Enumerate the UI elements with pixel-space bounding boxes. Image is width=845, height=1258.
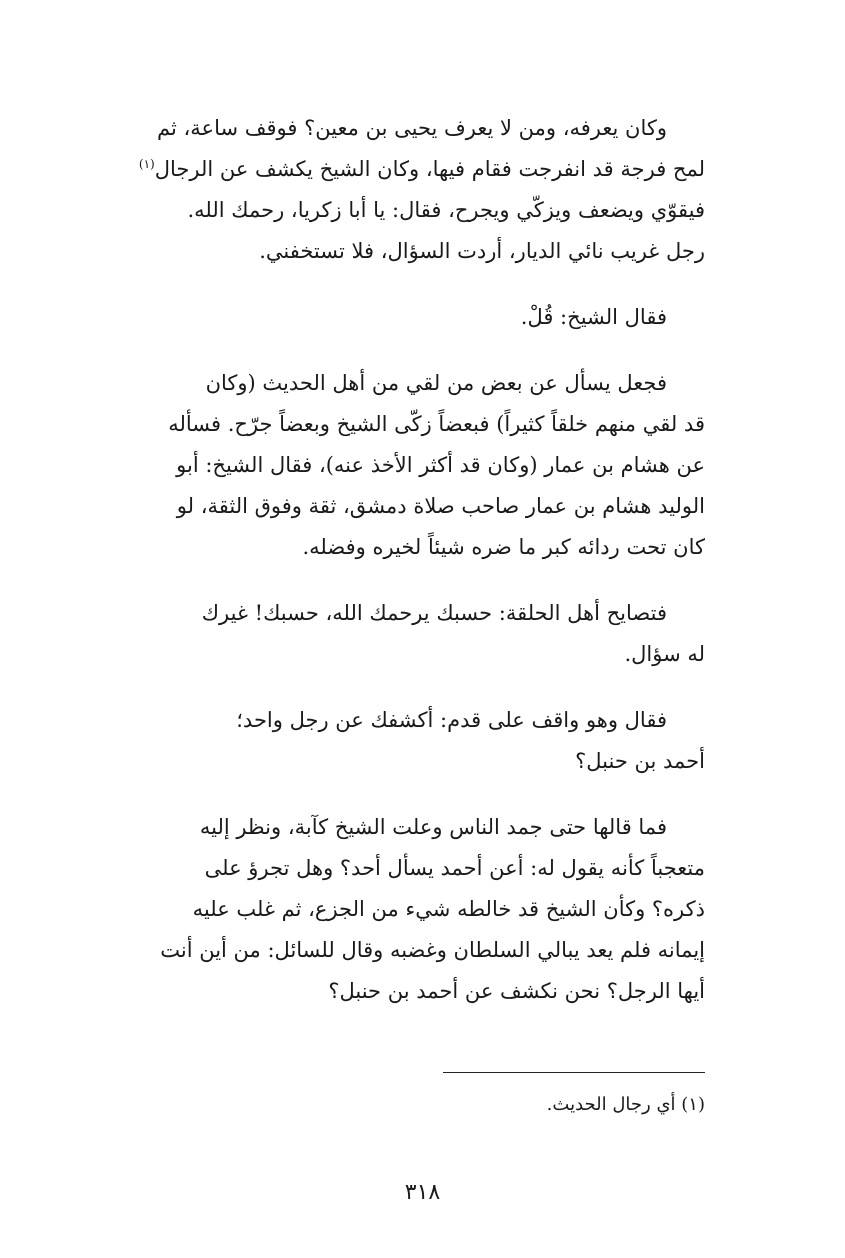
text-line — [140, 149, 705, 190]
text-line: متعجباً كأنه يقول له: أعن أحمد يسأل أحد؟ وهل تجرؤ على — [204, 856, 705, 880]
footnote-divider — [443, 1072, 705, 1073]
text-line: عن هشام بن عمار (وكان قد أكثر الأخذ عنه)، فقال الشيخ: أبو — [176, 453, 705, 477]
text-line-content: لمح فرجة قد انفرجت فقام فيها، وكان الشيخ يكشف عن الرجال — [154, 157, 705, 181]
text-line: فقال وهو واقف على قدم: أكشفك عن رجل واحد؛ — [236, 708, 667, 732]
text-line: فقال الشيخ: قُلْ. — [520, 305, 667, 329]
page-body — [140, 108, 705, 1037]
paragraph-6 — [140, 807, 705, 1012]
page-number: ٣١٨ — [404, 1180, 441, 1205]
footnote-reference: (١) — [138, 157, 155, 171]
text-line: فجعل يسأل عن بعض من لقي من أهل الحديث (وكان — [205, 371, 667, 395]
footnote: (١) أي رجال الحديث. — [546, 1094, 705, 1115]
paragraph-2 — [140, 297, 705, 338]
paragraph-3 — [140, 363, 705, 568]
text-line: قد لقي منهم خلقاً كثيراً) فبعضاً زكّى الشيخ وبعضاً جرّح. فسأله — [168, 412, 705, 436]
paragraph-4 — [140, 593, 705, 675]
text-line: وكان يعرفه، ومن لا يعرف يحيى بن معين؟ فوقف ساعة، ثم — [157, 116, 667, 140]
text-line: فما قالها حتى جمد الناس وعلت الشيخ كآبة، ونظر إليه — [199, 815, 667, 839]
text-line: فيقوّي ويضعف ويزكّي ويجرح، فقال: يا أبا زكريا، رحمك الله. — [187, 198, 705, 222]
text-line: رجل غريب نائي الديار، أردت السؤال، فلا تستخفني. — [259, 239, 705, 263]
text-line: ذكره؟ وكأن الشيخ قد خالطه شيء من الجزع، ثم غلب عليه — [192, 897, 705, 921]
text-line: إيمانه فلم يعد يبالي السلطان وغضبه وقال للسائل: من أين أنت — [160, 938, 705, 962]
text-line: الوليد هشام بن عمار صاحب صلاة دمشق، ثقة وفوق الثقة، لو — [176, 494, 705, 518]
text-line: أيها الرجل؟ نحن نكشف عن أحمد بن حنبل؟ — [328, 979, 705, 1003]
text-line: كان تحت ردائه كبر ما ضره شيئاً لخيره وفضله. — [302, 535, 705, 559]
paragraph-1 — [140, 108, 705, 272]
text-line: أحمد بن حنبل؟ — [575, 749, 705, 773]
text-line: له سؤال. — [624, 642, 705, 666]
text-line: فتصايح أهل الحلقة: حسبك يرحمك الله، حسبك! غيرك — [201, 601, 667, 625]
paragraph-5 — [140, 700, 705, 782]
